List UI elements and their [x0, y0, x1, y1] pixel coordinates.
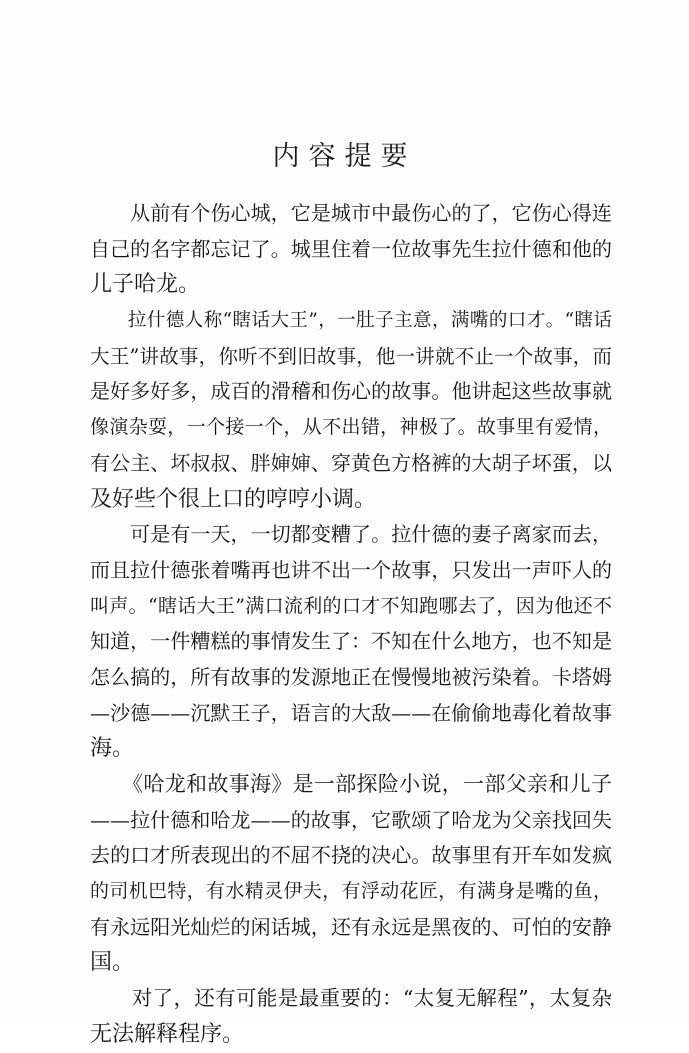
text-line: 有公主、坏叔叔、胖婶婶、穿黄色方格裤的大胡子坏蛋，以 — [90, 450, 612, 475]
text-line: 从前有个伤心城，它是城市中最伤心的了，它伤心得连 — [90, 201, 612, 225]
text-line: ——拉什德和哈龙——的故事，它歌颂了哈龙为父亲找回失 — [90, 807, 612, 832]
page-title: 内容提要 — [272, 141, 417, 172]
text-line: 是好多好多，成百的滑稽和伤心的故事。他讲起这些故事就 — [90, 379, 612, 404]
text-line: 及好些个很上口的哼哼小调。 — [90, 486, 377, 512]
text-line: —沙德——沉默王子，语言的大敌——在偷偷地毒化着故事 — [90, 700, 612, 725]
text-line: 拉什德人称“瞎话大王”，一肚子主意，满嘴的口才。“瞎话 — [90, 310, 612, 332]
text-line: 国。 — [90, 950, 135, 976]
text-line: 像演杂耍，一个接一个，从不出错，神极了。故事里有爱情， — [90, 416, 612, 439]
text-line: 知道，一件糟糕的事情发生了：不知在什么地方，也不知是 — [90, 629, 612, 654]
text-line: 无法解释程序。 — [90, 1021, 245, 1047]
text-line: 的司机巴特，有水精灵伊夫，有浮动花匠，有满身是嘴的鱼， — [90, 880, 612, 903]
text-line: 大王”讲故事，你听不到旧故事，他一讲就不止一个故事，而 — [90, 344, 612, 368]
text-line: 《哈龙和故事海》是一部探险小说，一部父亲和儿子 — [90, 772, 612, 796]
summary-text — [90, 196, 612, 1053]
text-line: 对了，还有可能是最重要的：“太复无解程”，太复杂 — [90, 986, 612, 1011]
text-line: 而且拉什德张着嘴再也讲不出一个故事，只发出一声吓人的 — [90, 557, 612, 582]
text-line: 叫声。“瞎话大王”满口流利的口才不知跑哪去了，因为他还不 — [90, 594, 612, 617]
text-line: 去的口才所表现出的不屈不挠的决心。故事里有开车如发疯 — [90, 843, 612, 868]
text-line: 海。 — [90, 736, 135, 762]
text-line: 有永远阳光灿烂的闲话城，还有永远是黑夜的、可怕的安静 — [90, 914, 612, 939]
text-line: 儿子哈龙。 — [90, 272, 201, 298]
text-line: 可是有一天，一切都变糟了。拉什德的妻子离家而去， — [90, 522, 612, 547]
text-line: 自己的名字都忘记了。城里住着一位故事先生拉什德和他的 — [90, 236, 612, 261]
text-line: 怎么搞的，所有故事的发源地正在慢慢地被污染着。卡塔姆 — [90, 664, 612, 689]
